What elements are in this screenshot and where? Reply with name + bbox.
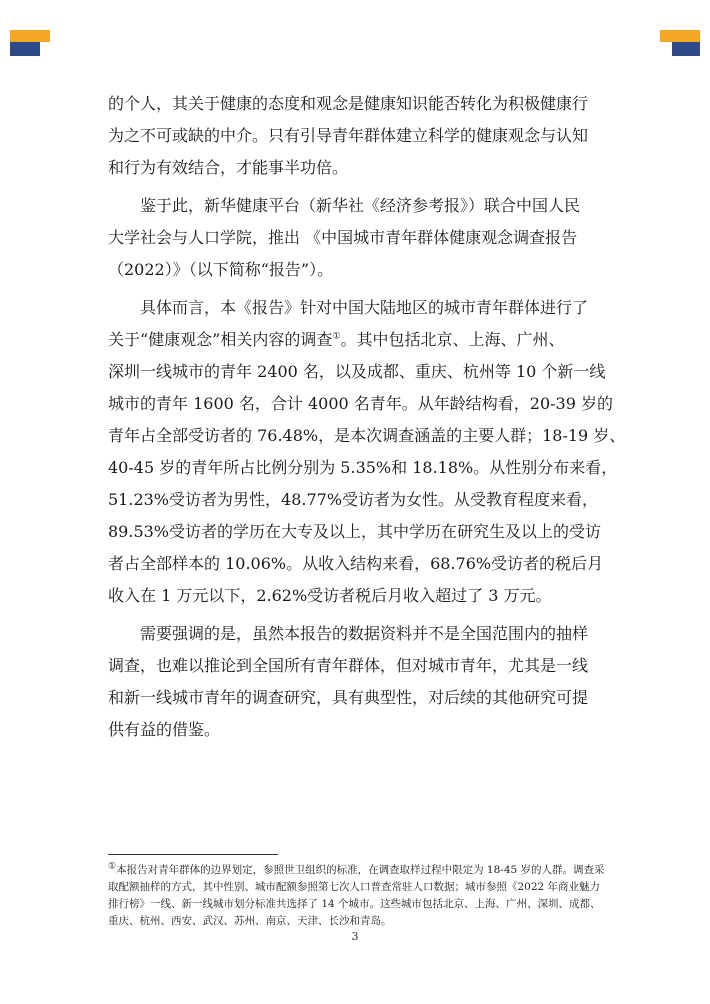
text-line: 和行为有效结合，才能事半功倍。 [108,158,349,177]
text-line: 青年占全部受访者的 76.48%，是本次调查涵盖的主要人群；18-19 岁、 [108,426,626,445]
paragraph-1 [108,88,608,184]
text-line: 具体而言，本《报告》针对中国大陆地区的城市青年群体进行了 [140,298,589,317]
text-line: 为之不可或缺的中介。只有引导青年群体建立科学的健康观念与认知 [108,126,589,145]
text-line: （2022）》（以下简称“报告”）。 [108,260,334,279]
text-line: 收入在 1 万元以下，2.62%受访者税后月收入超过了 3 万元。 [108,586,552,605]
footnote-mark: ① [108,861,117,872]
text-line: 40-45 岁的青年所占比例分别为 5.35%和 18.18%。从性别分布来看， [108,458,618,477]
text-line: 的个人，其关于健康的态度和观念是健康知识能否转化为积极健康行 [108,94,589,113]
corner-orange-bar [660,30,700,42]
corner-navy-bar [10,42,40,56]
document-body [108,88,626,752]
text-segment: 。其中包括北京、上海、广州、 [340,330,565,349]
footnote-divider [108,854,278,855]
text-line: 鉴于此，新华健康平台（新华社《经济参考报》）联合中国人民 [140,196,581,215]
text-line: 深圳一线城市的青年 2400 名，以及成都、重庆、杭州等 10 个新一线 [108,362,606,381]
footnote-line: 重庆、杭州、西安、武汉、苏州、南京、天津、长沙和青岛。 [108,915,392,927]
text-line: 需要强调的是，虽然本报告的数据资料并不是全国范围内的抽样 [140,624,589,643]
text-line: 和新一线城市青年的调查研究，具有典型性，对后续的其他研究可提 [108,688,589,707]
footnote-text: 本报告对青年群体的边界划定，参照世卫组织的标准，在调查取样过程中限定为 18-45 岁的人群。调查采 [116,864,605,876]
paragraph-2 [108,190,608,286]
corner-orange-bar [10,30,50,42]
corner-decoration-left [10,30,50,56]
corner-decoration-right [660,30,700,56]
text-line: 者占全部样本的 10.06%。从收入结构来看，68.76%受访者的税后月 [108,554,604,573]
text-line: 调查，也难以推论到全国所有青年群体，但对城市青年，尤其是一线 [108,656,589,675]
paragraph-3 [108,292,626,612]
footnote-line: 取配额抽样的方式，其中性别、城市配额参照第七次人口普查常驻人口数据；城市参照《2022 年商业魅力 [108,881,601,893]
corner-navy-bar [672,42,700,56]
text-line [108,324,608,356]
footnote-reference[interactable]: ① [332,331,341,342]
page-number: 3 [351,930,359,943]
text-line: 89.53%受访者的学历在大专及以上，其中学历在研究生及以上的受访 [108,522,602,541]
footnote-line: 排行榜》一线、新一线城市划分标准共选择了 14 个城市。这些城市包括北京、上海、广州、深圳、成都、 [108,898,601,910]
footnote [108,862,608,930]
paragraph-4 [108,618,608,746]
text-line: 供有益的借鉴。 [108,720,221,739]
text-line: 城市的青年 1600 名，合计 4000 名青年。从年龄结构看，20-39 岁的 [108,394,613,413]
footnote-line [108,862,608,879]
text-line: 大学社会与人口学院，推出 《中国城市青年群体健康观念调查报告 [108,228,578,247]
text-line: 51.23%受访者为男性，48.77%受访者为女性。从受教育程度来看， [108,490,599,509]
text-segment: 关于“健康观念”相关内容的调查 [108,330,333,349]
